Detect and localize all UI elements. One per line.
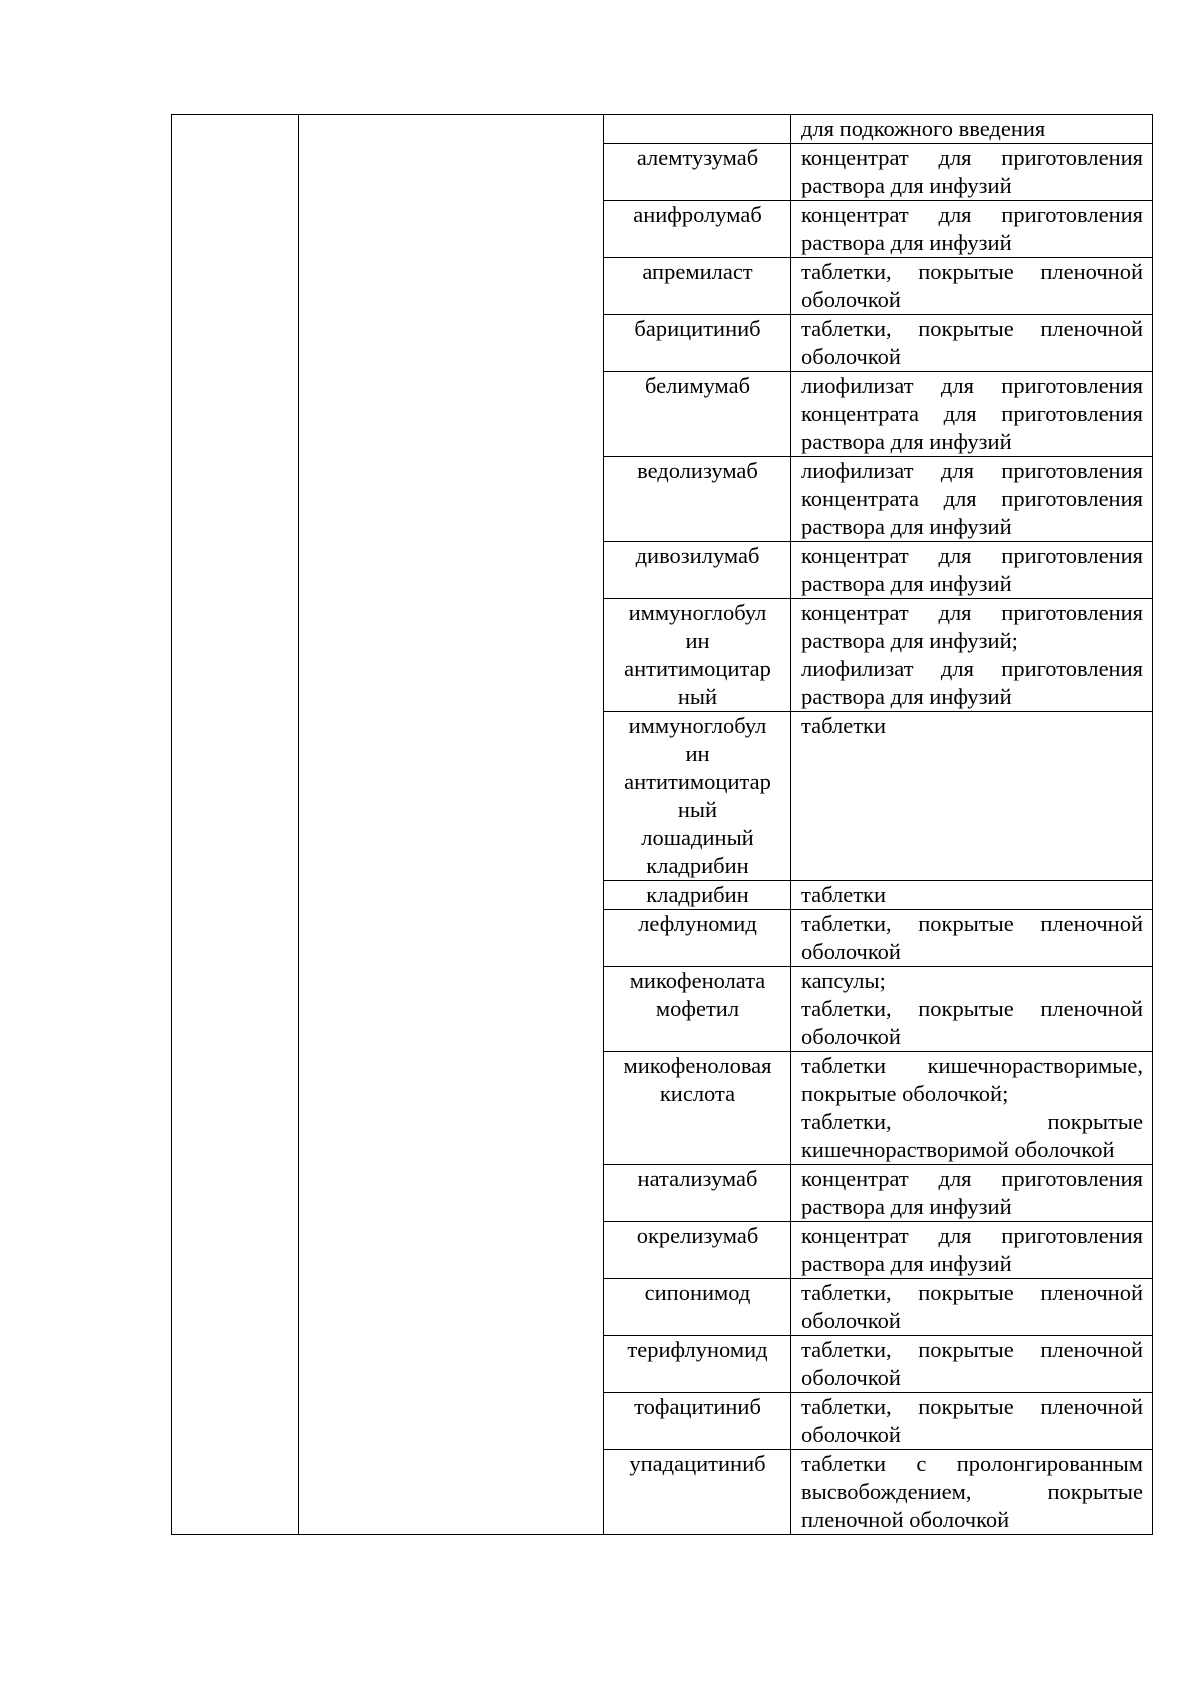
drug-name: упадацитиниб — [629, 1451, 766, 1476]
dosage-form-cell — [791, 258, 1153, 315]
dosage-form: таблетки — [801, 713, 887, 738]
drug-name-cell — [604, 1222, 791, 1279]
dosage-form: таблетки, покрытые пленочной оболочкой — [801, 996, 1143, 1049]
dosage-form: для подкожного введения — [801, 116, 1046, 141]
dosage-form: лиофилизат для приготовления концентрата для приготовления раствора для инфузий — [801, 458, 1143, 539]
dosage-form: лиофилизат для приготовления раствора для инфузий — [801, 656, 1143, 709]
drug-name: дивозилумаб — [635, 543, 760, 568]
drug-name: анифролумаб — [633, 202, 762, 227]
drug-name-cell — [604, 457, 791, 542]
drug-name: сипонимод — [644, 1280, 751, 1305]
dosage-form: концентрат для приготовления раствора для инфузий — [801, 145, 1143, 198]
drug-name-cell — [604, 1279, 791, 1336]
dosage-form-cell — [791, 1336, 1153, 1393]
drug-name: терифлуномид — [627, 1337, 768, 1362]
drug-name: кладрибин — [646, 853, 749, 878]
dosage-form: таблетки — [801, 882, 887, 907]
drug-name-cell — [604, 258, 791, 315]
dosage-form: таблетки, покрытые пленочной оболочкой — [801, 1280, 1143, 1333]
drug-name: ин — [685, 741, 710, 766]
dosage-form-cell — [791, 1222, 1153, 1279]
dosage-form-cell — [791, 372, 1153, 457]
dosage-form: концентрат для приготовления раствора для инфузий; — [801, 600, 1143, 653]
drug-name-cell — [604, 1450, 791, 1535]
drug-name-cell — [604, 599, 791, 712]
dosage-form: таблетки, покрытые пленочной оболочкой — [801, 316, 1143, 369]
drug-name: микофенолата — [629, 968, 766, 993]
dosage-form: таблетки кишечнорастворимые, покрытые оболочкой; — [801, 1053, 1143, 1106]
drug-name-cell — [604, 1052, 791, 1165]
drug-name: ведолизумаб — [637, 458, 758, 483]
atc-code-cell — [172, 115, 299, 1535]
dosage-form-cell — [791, 712, 1153, 881]
drug-name: антитимоцитар — [624, 656, 771, 681]
dosage-form-cell — [791, 542, 1153, 599]
dosage-form: концентрат для приготовления раствора для инфузий — [801, 1166, 1143, 1219]
table-row — [172, 115, 1153, 144]
dosage-form-cell — [791, 599, 1153, 712]
drug-name: ин — [685, 628, 710, 653]
drug-name-cell — [604, 712, 791, 881]
drug-name: кислота — [659, 1081, 736, 1106]
drug-name-cell — [604, 1393, 791, 1450]
dosage-form-cell — [791, 201, 1153, 258]
dosage-form-cell — [791, 315, 1153, 372]
dosage-form: концентрат для приготовления раствора для инфузий — [801, 543, 1143, 596]
dosage-form-cell — [791, 1052, 1153, 1165]
drug-name: иммуноглобул — [628, 600, 767, 625]
dosage-form: таблетки, покрытые кишечнорастворимой оболочкой — [801, 1109, 1143, 1162]
dosage-form-cell — [791, 910, 1153, 967]
dosage-form: таблетки, покрытые пленочной оболочкой — [801, 911, 1143, 964]
drug-name: микофеноловая — [623, 1053, 772, 1078]
drug-name: окрелизумаб — [636, 1223, 759, 1248]
dosage-form-cell — [791, 1450, 1153, 1535]
dosage-form-cell — [791, 144, 1153, 201]
drug-name: лефлуномид — [638, 911, 757, 936]
dosage-form-cell — [791, 1393, 1153, 1450]
dosage-form: таблетки, покрытые пленочной оболочкой — [801, 1394, 1143, 1447]
drug-name: ный — [677, 684, 718, 709]
dosage-form-cell — [791, 115, 1153, 144]
drug-name: ный — [677, 797, 718, 822]
dosage-form: таблетки, покрытые пленочной оболочкой — [801, 1337, 1143, 1390]
drug-name: барицитиниб — [634, 316, 761, 341]
dosage-form: лиофилизат для приготовления концентрата для приготовления раствора для инфузий — [801, 373, 1143, 454]
drug-name-cell — [604, 315, 791, 372]
drug-name: антитимоцитар — [624, 769, 771, 794]
dosage-form: концентрат для приготовления раствора для инфузий — [801, 1223, 1143, 1276]
drug-name-cell — [604, 542, 791, 599]
drug-name-cell — [604, 201, 791, 258]
drug-name: лошадиный — [641, 825, 754, 850]
dosage-form: капсулы; — [801, 968, 886, 993]
drug-name-cell — [604, 115, 791, 144]
drug-name-cell — [604, 372, 791, 457]
drug-name: иммуноглобул — [628, 713, 767, 738]
dosage-form-cell — [791, 881, 1153, 910]
drug-name: кладрибин — [646, 882, 749, 907]
drug-name-cell — [604, 910, 791, 967]
atc-group-cell — [299, 115, 604, 1535]
dosage-form-cell — [791, 1279, 1153, 1336]
drug-name-cell — [604, 1165, 791, 1222]
drug-name-cell — [604, 881, 791, 910]
dosage-form: таблетки с пролонгированным высвобождением, покрытые пленочной оболочкой — [801, 1451, 1143, 1532]
dosage-form: таблетки, покрытые пленочной оболочкой — [801, 259, 1143, 312]
drug-name: апремиласт — [642, 259, 753, 284]
drug-name-cell — [604, 967, 791, 1052]
drug-name: натализумаб — [637, 1166, 758, 1191]
drug-name-cell — [604, 144, 791, 201]
drug-name: мофетил — [655, 996, 740, 1021]
drug-name: алемтузумаб — [636, 145, 759, 170]
dosage-form-cell — [791, 457, 1153, 542]
dosage-form-cell — [791, 967, 1153, 1052]
drug-table — [171, 114, 1153, 1535]
dosage-form-cell — [791, 1165, 1153, 1222]
drug-name: тофацитиниб — [634, 1394, 761, 1419]
drug-name: белимумаб — [644, 373, 751, 398]
drug-name-cell — [604, 1336, 791, 1393]
table-body — [172, 115, 1153, 1535]
dosage-form: концентрат для приготовления раствора для инфузий — [801, 202, 1143, 255]
